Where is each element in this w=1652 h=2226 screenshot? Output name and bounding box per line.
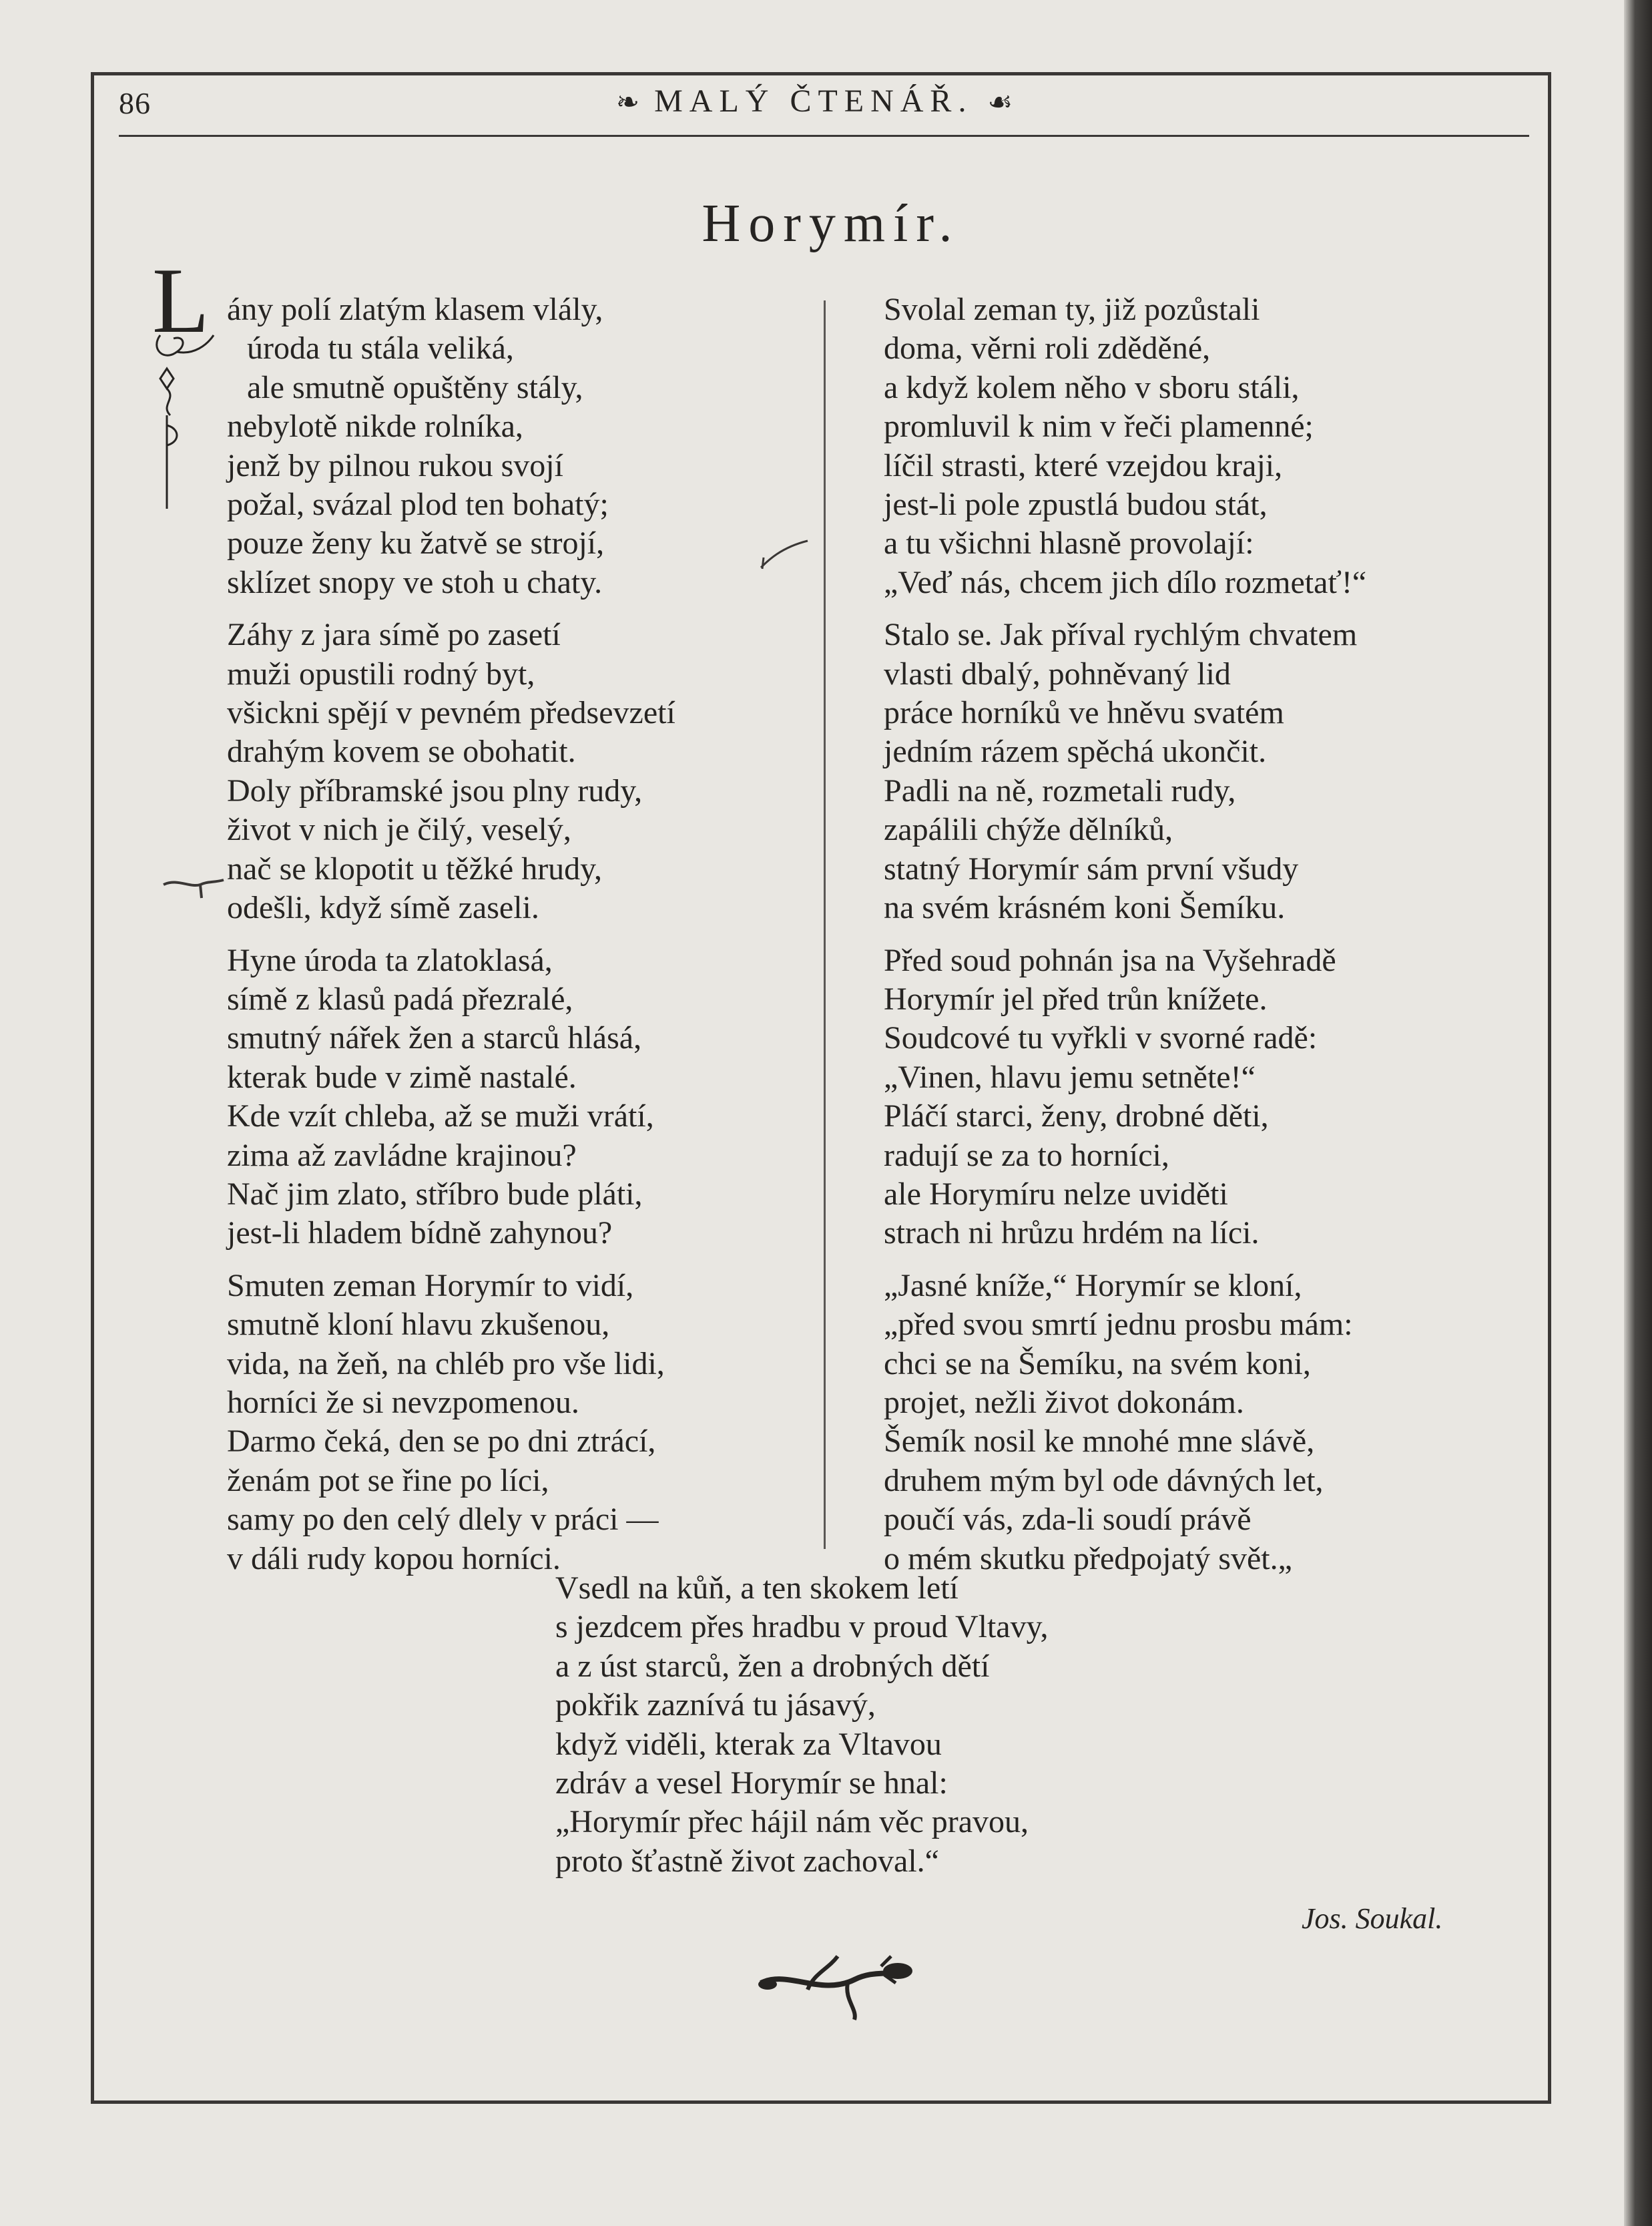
ornament-right-icon: ☙ (987, 87, 1013, 118)
running-head (547, 83, 1081, 120)
author-signature: Jos. Soukal. (1302, 1902, 1443, 1935)
drop-cap-letter: L (152, 262, 210, 353)
poem-line: Hyne úroda ta zlatoklasá, (227, 942, 553, 978)
poem-line: Vsedl na kůň, a ten skokem letí (555, 1570, 958, 1606)
poem-line: promluvil k nim v řeči plamenné; (884, 409, 1314, 445)
poem-line: v dáli rudy kopou horníci. (227, 1540, 561, 1576)
poem-line: chci se na Šemíku, na svém koni, (884, 1345, 1311, 1381)
poem-line: statný Horymír sám první všudy (884, 851, 1299, 887)
poem-line: a tu všichni hlasně provolají: (884, 525, 1254, 562)
poem-line: Doly příbramské jsou plny rudy, (227, 772, 643, 809)
poem-line: jest-li pole zpustlá budou stát, (884, 487, 1268, 523)
poem-line: Stalo se. Jak příval rychlým chvatem (884, 617, 1358, 653)
poem-line: když viděli, kterak za Vltavou (555, 1726, 942, 1762)
poem-line: s jezdcem přes hradbu v proud Vltavy, (555, 1609, 1049, 1645)
stanza (884, 941, 1366, 1253)
stanza (227, 290, 675, 602)
poem-line: sklízet snopy ve stoh u chaty. (227, 564, 603, 600)
poem-line: nebylotě nikde rolníka, (227, 409, 523, 445)
poem-line: smutně kloní hlavu zkušenou, (227, 1307, 610, 1343)
right-column (884, 290, 1366, 1592)
poem-line: zima až zavládne krajinou? (227, 1137, 577, 1173)
final-stanza (555, 1569, 1048, 1881)
poem-line: zapálili chýže dělníků, (884, 812, 1173, 848)
poem-title: Horymír. (702, 194, 960, 253)
poem-line: projet, nežli život dokonám. (884, 1384, 1244, 1420)
stanza (227, 1267, 675, 1578)
poem-line: Před soud pohnán jsa na Vyšehradě (884, 942, 1336, 978)
poem-line: požal, svázal plod ten bohatý; (227, 487, 609, 523)
poem-line: a když kolem něho v sboru stáli, (884, 369, 1300, 405)
ink-mark-icon (754, 534, 814, 574)
poem-line: „před svou smrtí jednu prosbu mám: (884, 1307, 1353, 1343)
floral-tailpiece-icon (748, 1943, 921, 2023)
ornament-left-icon: ❧ (615, 87, 640, 118)
poem-line: ale smutně opuštěny stály, (247, 369, 583, 405)
poem-line: proto šťastně život zachoval.“ (555, 1843, 939, 1879)
stanza (884, 616, 1366, 927)
poem-line: pokřik zaznívá tu jásavý, (555, 1687, 876, 1723)
poem-line: a z úst starců, žen a drobných dětí (555, 1648, 990, 1684)
poem-line: o mém skutku předpojatý svět.„ (884, 1540, 1292, 1576)
poem-line: vlasti dbalý, pohněvaný lid (884, 656, 1231, 692)
poem-line: samy po den celý dlely v práci — (227, 1502, 659, 1538)
poem-line: „Horymír přec hájil nám věc pravou, (555, 1804, 1029, 1840)
poem-line: Kde vzít chleba, až se muži vrátí, (227, 1098, 654, 1134)
poem-line: úroda tu stála veliká, (247, 330, 514, 367)
stanza (227, 616, 675, 927)
page-edge-shadow (1624, 0, 1652, 2226)
page-number: 86 (119, 86, 151, 120)
poem-line: Darmo čeká, den se po dni ztrácí, (227, 1423, 656, 1460)
poem-line: nač se klopotit u těžké hrudy, (227, 851, 603, 887)
left-column (227, 290, 675, 1592)
header-rule (119, 135, 1529, 137)
column-divider (824, 300, 826, 1549)
poem-line: horníci že si nevzpomenou. (227, 1384, 579, 1420)
poem-line: Smuten zeman Horymír to vidí, (227, 1267, 634, 1303)
poem-line: „Vinen, hlavu jemu setněte!“ (884, 1059, 1256, 1095)
poem-line: vida, na žeň, na chléb pro vše lidi, (227, 1345, 665, 1381)
poem-line: život v nich je čilý, veselý, (227, 812, 571, 848)
stanza (884, 1267, 1366, 1578)
poem-line: ženám pot se řine po líci, (227, 1462, 549, 1498)
poem-line: odešli, když símě zaseli. (227, 890, 539, 926)
poem-line: na svém krásném koni Šemíku. (884, 890, 1286, 926)
running-title: MALÝ ČTENÁŘ. (654, 83, 973, 119)
poem-line: Svolal zeman ty, již pozůstali (884, 292, 1260, 327)
stanza (227, 941, 675, 1253)
poem-line: jedním rázem spěchá ukončit. (884, 734, 1267, 770)
bird-mark-icon (160, 868, 227, 901)
poem-line: „Veď nás, chcem jich dílo rozmetať!“ (884, 564, 1367, 600)
poem-line: ale Horymíru nelze uviděti (884, 1176, 1228, 1212)
poem-line: smutný nářek žen a starců hlásá, (227, 1020, 642, 1056)
poem-line: pouze ženy ku žatvě se strojí, (227, 525, 605, 562)
poem-line: símě z klasů padá přezralé, (227, 981, 573, 1017)
poem-line: strach ni hrůzu hrdém na líci. (884, 1215, 1260, 1251)
poem-line: Záhy z jara símě po zasetí (227, 617, 561, 653)
poem-line: doma, věrni roli zděděné, (884, 330, 1211, 367)
poem-line: muži opustili rodný byt, (227, 656, 535, 692)
drop-cap-l-icon (147, 262, 220, 515)
poem-line: kterak bude v zimě nastalé. (227, 1059, 577, 1095)
poem-line: líčil strasti, které vzejdou kraji, (884, 447, 1283, 483)
poem-line: jest-li hladem bídně zahynou? (227, 1215, 613, 1251)
poem-line: Pláčí starci, ženy, drobné děti, (884, 1098, 1269, 1134)
poem-line: práce horníků ve hněvu svatém (884, 695, 1284, 731)
poem-line: poučí vás, zda-li soudí právě (884, 1502, 1252, 1538)
poem-line: Nač jim zlato, stříbro bude pláti, (227, 1176, 643, 1212)
poem-line: zdráv a vesel Horymír se hnal: (555, 1765, 948, 1801)
poem-line: „Jasné kníže,“ Horymír se kloní, (884, 1267, 1302, 1303)
poem-line: Padli na ně, rozmetali rudy, (884, 772, 1236, 809)
poem-line: Šemík nosil ke mnohé mne slávě, (884, 1423, 1315, 1460)
poem-line: ány polí zlatým klasem vlály, (227, 292, 603, 327)
poem-line: jenž by pilnou rukou svojí (227, 447, 563, 483)
poem-line: drahým kovem se obohatit. (227, 734, 576, 770)
poem-line: radují se za to horníci, (884, 1137, 1169, 1173)
poem-line: všickni spějí v pevném předsevzetí (227, 695, 675, 731)
poem-line: druhem mým byl ode dávných let, (884, 1462, 1324, 1498)
stanza (884, 290, 1366, 602)
poem-line: Horymír jel před trůn knížete. (884, 981, 1268, 1017)
poem-line: Soudcové tu vyřkli v svorné radě: (884, 1020, 1318, 1056)
